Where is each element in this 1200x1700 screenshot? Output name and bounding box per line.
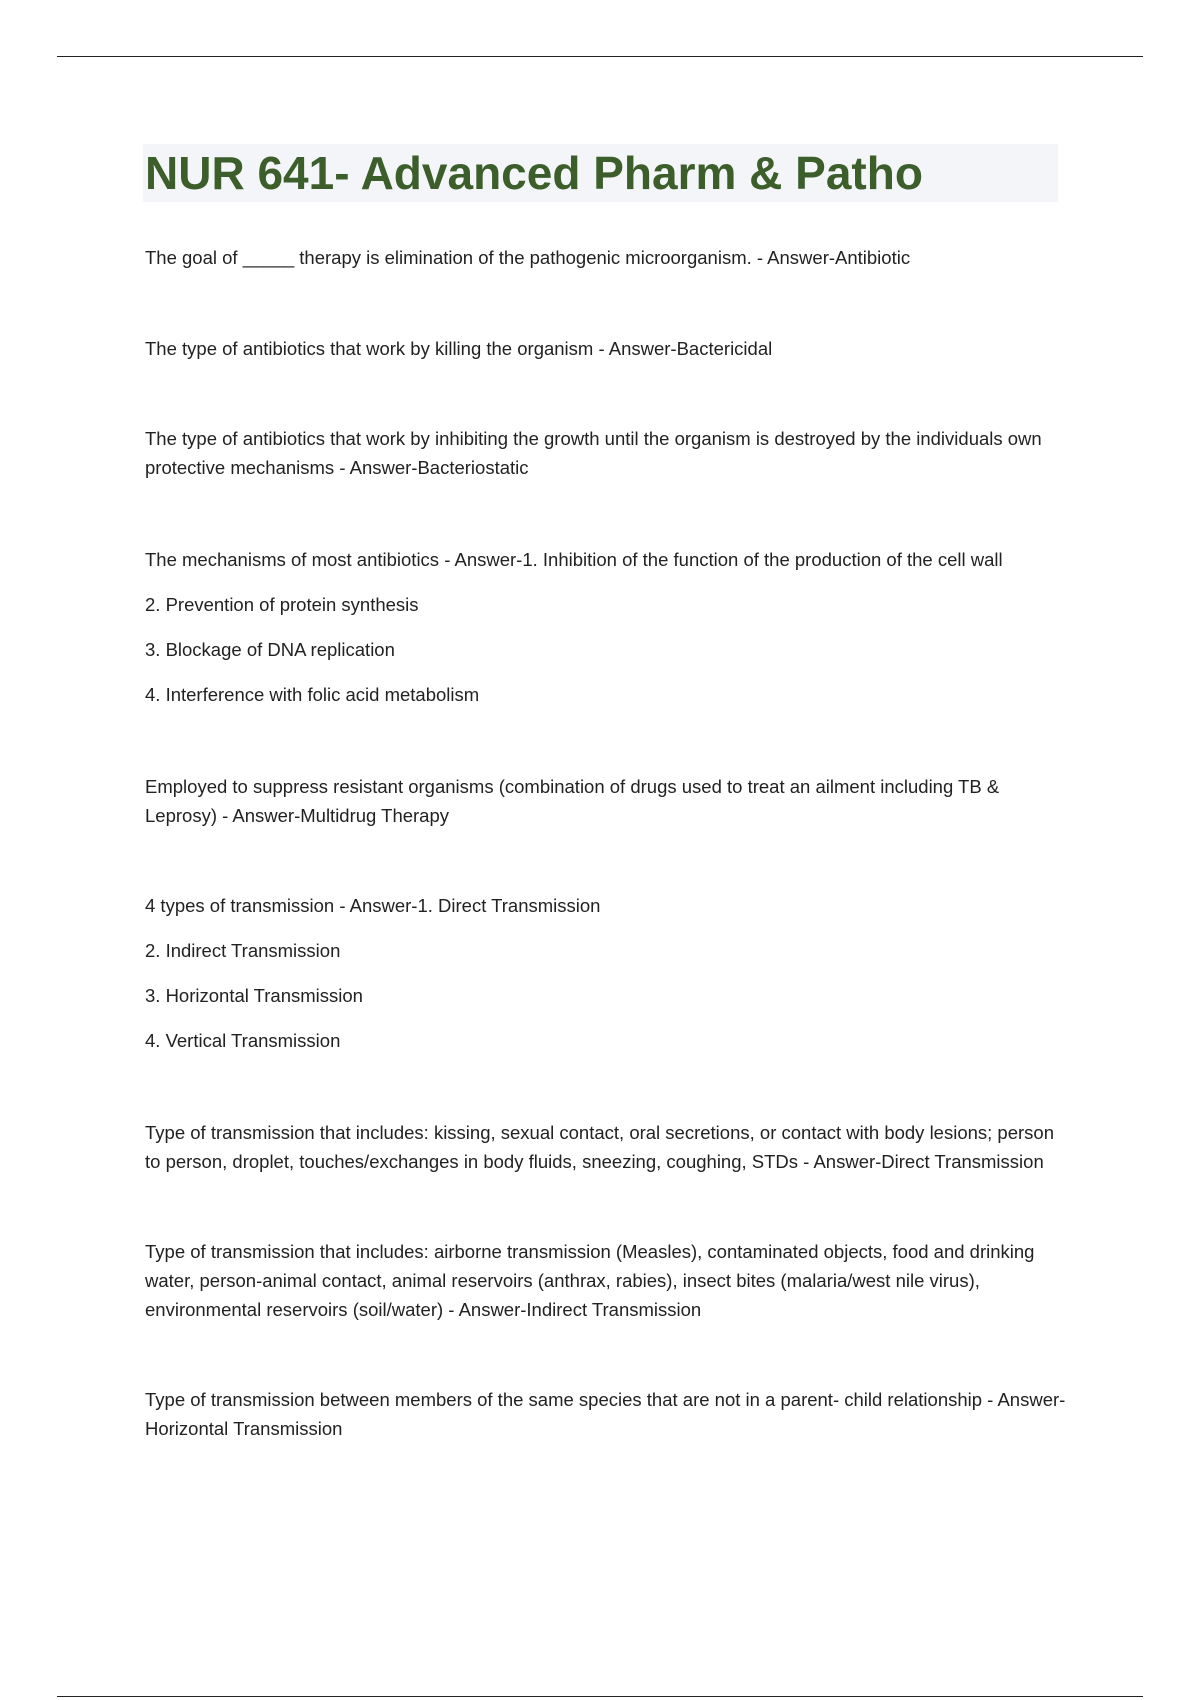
flashcard (145, 424, 1070, 482)
flashcard (145, 545, 1070, 709)
card-list-item: 4. Interference with folic acid metabolism (145, 684, 480, 705)
flashcard (145, 891, 1070, 1055)
card-text: The goal of _____ therapy is elimination of the pathogenic microorganism. - Answer-Antibiotic (145, 247, 911, 268)
card-text: The type of antibiotics that work by inhibiting the growth until the organism is destroyed by the individuals own protective mechanisms - Answer-Bacteriostatic (145, 428, 1042, 478)
page-title: NUR 641- Advanced Pharm & Patho (145, 147, 923, 199)
flashcard (145, 1385, 1070, 1443)
card-list-item: 3. Blockage of DNA replication (145, 639, 395, 660)
flashcard (145, 1237, 1070, 1324)
card-list-item: 2. Prevention of protein synthesis (145, 594, 419, 615)
card-text: The type of antibiotics that work by killing the organism - Answer-Bactericidal (145, 338, 773, 359)
flashcard (145, 1118, 1070, 1176)
flashcard (145, 334, 1070, 363)
card-text: 4 types of transmission - Answer-1. Direct Transmission (145, 895, 601, 916)
card-list-item: 3. Horizontal Transmission (145, 985, 363, 1006)
card-text: Type of transmission between members of the same species that are not in a parent- child relationship - Answer-Horizontal Transmission (145, 1389, 1066, 1439)
flashcard-list (145, 243, 1070, 1443)
bottom-rule (57, 1696, 1143, 1697)
card-text: The mechanisms of most antibiotics - Answer-1. Inhibition of the function of the production of the cell wall (145, 549, 1003, 570)
card-text: Type of transmission that includes: kissing, sexual contact, oral secretions, or contact with body lesions; person to person, droplet, touches/exchanges in body fluids, sneezing, coughing, STDs - Answer-Direct Transmission (145, 1122, 1055, 1172)
flashcard (145, 772, 1070, 830)
card-text: Employed to suppress resistant organisms (combination of drugs used to treat an ailment including TB & Leprosy) - Answer-Multidrug Therapy (145, 776, 1000, 826)
top-rule (57, 56, 1143, 57)
card-list-item: 2. Indirect Transmission (145, 940, 341, 961)
card-list-item: 4. Vertical Transmission (145, 1030, 341, 1051)
card-text: Type of transmission that includes: airborne transmission (Measles), contaminated objects, food and drinking water, person-animal contact, animal reservoirs (anthrax, rabies), insect bites (malaria/west nile virus), environmental reservoirs (soil/water) - Answer-Indirect Transmission (145, 1241, 1035, 1320)
flashcard (145, 243, 1070, 272)
